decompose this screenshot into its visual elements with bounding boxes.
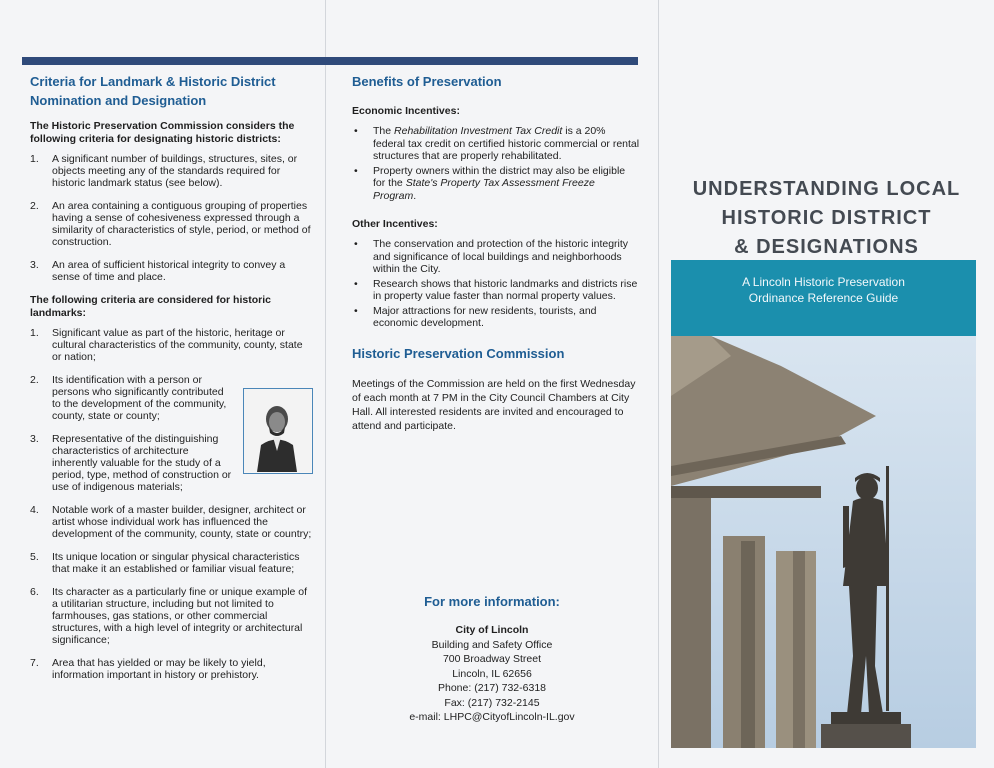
more-info-block — [326, 592, 658, 725]
list-item: 4. Notable work of a master builder, designer, architect or artist whose individual work has influenced the development of the community, county, state or country; — [30, 504, 312, 540]
other-incentives-heading: Other Incentives: — [352, 218, 438, 230]
list-item: 1. A significant number of buildings, structures, sites, or objects meeting any of the standards required for historic landmark status (see below). — [30, 153, 298, 189]
list-item: 6. Its character as a particularly fine or unique example of a utilitarian structure, including but not limited to farmhouses, gas stations, or other commercial structures, with a high level of integrity or architectural significance; — [30, 586, 308, 646]
list-item: • Major attractions for new residents, tourists, and economic development. — [352, 305, 640, 330]
list-item: 7. Area that has yielded or may be likely to yield, information important in history or prehistory. — [30, 657, 266, 681]
cover-panel — [659, 0, 994, 768]
list-item: 3. An area of sufficient historical integrity to convey a sense of time and place. — [30, 259, 286, 283]
benefits-panel — [326, 0, 658, 768]
district-criteria-list — [30, 153, 313, 283]
lincoln-portrait-image — [243, 388, 313, 474]
more-info-heading: For more information: — [424, 594, 560, 609]
list-item: • Property owners within the district may also be eligible for the State's Property Tax Assessment Freeze Program. — [352, 165, 640, 203]
cover-title: UNDERSTANDING LOCAL HISTORIC DISTRICT & DESIGNATIONS — [692, 178, 961, 258]
list-item: 5. Its unique location or singular physical characteristics that make it an established or familiar visual feature; — [30, 551, 300, 575]
economic-incentives-list — [352, 125, 640, 202]
list-item: 2. An area containing a contiguous grouping of properties having a sense of cohesiveness expressed through a similarity of characteristics of style, period, or method of construction. — [30, 200, 311, 248]
district-criteria-intro: The Historic Preservation Commission considers the following criteria for designating historic districts: — [30, 120, 295, 145]
subtitle-band: A Lincoln Historic Preservation Ordinance Reference Guide — [671, 260, 976, 336]
statue-illustration — [671, 336, 976, 748]
criteria-panel — [0, 0, 325, 768]
soldier-statue-photo — [671, 336, 976, 748]
list-item: 3. Representative of the distinguishing characteristics of architecture inherently valuable for the study of a period, type, method of construction or use of indigenous materials; — [30, 433, 232, 493]
contact-address — [326, 623, 658, 725]
list-item: • The conservation and protection of the historic integrity and significance of local buildings and neighborhoods within the City. — [352, 238, 640, 276]
contact-city: Lincoln, IL 62656 — [452, 667, 532, 680]
benefits-heading: Benefits of Preservation — [352, 74, 502, 89]
economic-incentives-heading: Economic Incentives: — [352, 105, 460, 117]
landmark-criteria-list — [30, 327, 313, 681]
contact-fax: Fax: (217) 732-2145 — [444, 696, 540, 709]
contact-email: e-mail: LHPC@CityofLincoln-IL.gov — [409, 711, 575, 723]
list-item: • The Rehabilitation Investment Tax Credit is a 20% federal tax credit on certified historic commercial or rental structures that are properly rehabilitated. — [352, 125, 640, 163]
list-item: 2. Its identification with a person or persons who significantly contributed to the development of the community, county, state or county; — [30, 374, 227, 422]
commission-heading: Historic Preservation Commission — [352, 345, 565, 361]
commission-text: Meetings of the Commission are held on the first Wednesday of each month at 7 PM in the City Council Chambers at City Hall. All interested residents are invited and encouraged to attend and participate. — [352, 377, 636, 432]
list-item: • Research shows that historic landmarks and districts rise in property value faster than normal property values. — [352, 278, 640, 303]
portrait-illustration — [244, 389, 311, 472]
other-incentives-list — [352, 238, 640, 330]
criteria-heading: Criteria for Landmark & Historic District Nomination and Designation — [30, 74, 276, 108]
contact-street: 700 Broadway Street — [442, 653, 542, 665]
contact-phone: Phone: (217) 732-6318 — [438, 682, 546, 694]
landmark-criteria-intro: The following criteria are considered for historic landmarks: — [30, 294, 271, 319]
contact-office: Building and Safety Office — [431, 638, 553, 651]
list-item: 1. Significant value as part of the historic, heritage or cultural characteristics of the community, county, state or nation; — [30, 327, 303, 363]
contact-org: City of Lincoln — [455, 624, 529, 636]
